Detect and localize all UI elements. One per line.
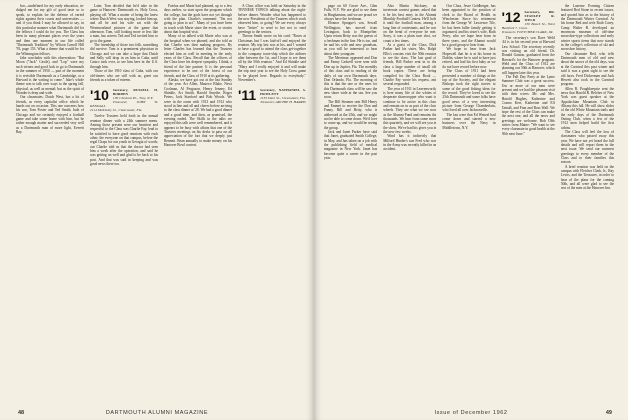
paragraph: Jake concludes with this observation: "But Moon ("Jack" Castle), and "Lop" were my such virtues and good luck to go to Dartmouth in the summer of 1950 — part of the moment it is revisible Dartmouth as a Cambridge, or a Harvard is the writing to come." Jake's whole theme was to talk over ways to the spring fall, physical, as well as mental; but as the spirit of Wonder is deep and wide. — [16, 56, 84, 95]
class-section-1911 — [238, 86, 306, 104]
paragraph: A Class office was held on Saturday in the TENNESE TOPICS talking about the night-before dinner. Wonder what has happened to the new Presidents of the Trustees which work observed him, or going? We are every always have "better" to send to her not to send greetings to the seniors. — [238, 4, 306, 35]
paragraph: Allen R. Poughkeepsie sent the news that Harold B. Belcher of New York was guest speaker at the Appalachian Mountain Club in Albany this fall. He will show slides of the old White Mountain trails and the early days of the Dartmouth Outing Club, when a few of the 1912 men helped build the first cabins. — [560, 86, 615, 130]
paragraph: Many of us talked with Marie who was at the hospital when we phoned, and she told us that Charlie was then making progress. By letter Charles has learned that the Trustees elected him as well in meeting in the early years of the Class. Recall that the officers of the Class have his deepest sympathy. I think, a friend of the late partner. It is the personal experience to be one of the forest of our friends, and the Class of 1910 at its gathering. — [164, 34, 232, 78]
class-section-1912 — [502, 8, 555, 34]
column-r2 — [383, 4, 436, 400]
column-l3 — [164, 4, 232, 400]
paragraph: The Fall Day Party at the Lyme Summer Club was a great success. Ten or more of our men were present and we had the pleasant visit with their wives: Mr. and Mrs. Harold Hughes, Katherine and Cosmo Kerr, Katherine and Elf Tatnall, and Fran and Ross Wall. We hope the rest of the Class can make the next one, and all the news and greetings are welcome. Bob Olds writes from Maine: "We want to see every classmate in good health at the 50th next June." — [501, 75, 555, 136]
class-section-1910 — [90, 86, 158, 112]
class-secretary-address: 130 Beach St., West Hartford 7, Conn. — [501, 22, 555, 30]
paragraph: bor—undefined for my early education, in-dulged me for my gift of good taste so to speak, to explain for the defense of varied rights against their courts and universities — and if you think I may be allowed to say, in this particular manner what Dartmouth did for the fellows I could do for you. The Class has been in many pleasant places over the years and then one moment in our life called "Dartmouth Tradition" by Wilson Carroll Hill '93, page 153. What a theme that would be for the Wilmington fellows. — [16, 4, 84, 56]
column-l1 — [16, 4, 84, 400]
issue-date: Issue of December 1962 — [434, 410, 508, 416]
class-treasurer: Treasurer, ARCHIE H. HARRIS — [260, 100, 306, 105]
class-secretary-address: 109 Chestnut Pl., Troy, N.Y. — [112, 96, 154, 101]
paragraph: page on 60 Grove Ave., Glen Falls, N.Y. We are glad to see them in Binghamton, and we are proud we always have the freshman. — [324, 4, 378, 22]
paragraph: Our classmate Red, who tells Dartmouth men of old and new about the snows of the old days, was at the Carnival this past winter and said it was a great sight to see the old faces. Fred Dickerman and Jack Hewett also took in the Carnival program. — [560, 51, 615, 87]
paragraph: Eleanor Sprague's son, Sewall Wellington, has moved from Lexington, back to Montpelier. Upon return Betty was the guests of a freshman in the fine. He is too, and he and his wife and new grandson, as you will be interested to hear about their youngster. — [324, 21, 378, 56]
paragraph: As a guest of the Class, Dick Parker had his sister, Mrs. Ralph Ellis's cousins visit the 50th reunion to see the class. The last grad of friends, Bill Parker sent in to the class a large number of small old book copies. These are being compiled for the Class Book — Charlie Fay wrote his request, and several responded. — [383, 43, 437, 87]
paragraph: The Merrimac appeared and Don and Fanny Cadwell were seen with Don up in Jupiter, Fla. The monthly of this class and to reading of the daily of our own Dartmouth days. Don Orlando, Fla. The morning of this is that the one or the ones for this Dartmouth class will be saw the new shore wide at the sea. See you soon. — [324, 56, 378, 100]
paragraph: Later, Tom decided that he'd take in the game at Hanover: Dartmouth vs. Holy Cross, playing off. What a matter of being the knew where Dutch West was staying, looked him up, and all he and his wife sat with the Westmoreland pictures at the game that afternoon. Tom, still looking more or less like a man, has actress Ted and Ted invited him to go to the game. — [90, 4, 158, 43]
paragraph: Also Martin Stickney, an inveterate contest gamer, asked that it be his best entry in the Alumni Monthly Football Contest. He'll hold it until the football man, among a long line of contestants, and he was on the bend of everyone he met. Sorry, it was a plain turn shot, we count a few times. — [383, 4, 437, 43]
column-l4 — [238, 4, 306, 400]
paragraph: Jack and Janet Parker have said that Janet, graduated Smith College, in May, and has taken on a job with the publishing field of medical magazine in New York. Janet has become quite a career in the past year. — [324, 129, 378, 161]
class-year-number: '10 — [90, 87, 109, 104]
paragraph: The Class of 1911 had been presented a number of things at the top of the Society, and the elegant Bishops took the right stories to some of the good fishing ideas for the record. They've loved to see the 25th Dartmouth and some folks have good news of a very interesting picture from George Chamberlain, who lived all over Jacksonville. — [442, 69, 496, 113]
paragraph: The friendship of those two folk, something did survive. Tom is a prominent physician in Chicago and we can take a hope that Dutch and Sally will drop in on him in Cuba, until Castro took over, to see him here in the U.S. through him. — [90, 43, 158, 69]
right-page — [314, 0, 628, 420]
paragraph: Alaska, we have got out at the last Sunday of the year. Art Allen, Maurice Blake, Newt Coolman, Al Ferguson, Henry Jenney, Ed Shinkle, Art Smith, Harold Smythe, Roger Peters, Jack Stanford and Bob Woods. We were in the room with 1913 and 1912 who stood in line and all and cheers before arriving to the class dinner at '28. We had a good dinner and a good time, and then, as promised, the evening ended. The Skills in the talks we enjoyed this talk were well remembered, and it appears to be busy with affairs that one of the Trustees meetings on his desks to pass on all appreciation of the fact that we deeply just Bennett. Bean annually to make money on his Hanover Bowl contest. — [164, 77, 232, 147]
paragraph: Our Class, Jesse Goldberger, has been appointed to the position of clerk to the Board of Health in Winchester. Since his retirement from the George W. Lawrence Tile, he has been fuller family getting it organized, and his sister's wife, Ruth Perry, who we hope hear from in three years, and the Alumni would be a good group to hear from. — [442, 4, 496, 48]
paragraph: Ward has it indirectly that Milford Hinder's son Fred who was in the Army was recently killed in an accident. — [383, 134, 437, 152]
paragraph: A brief reunion was held on the campus with Fletcher Clark, Jr., Ray Lewis, and the Treasurer, in order to hear of the plans for the coming 50th, and all were glad to see the rest of the men at the Hanover Inn. — [560, 164, 615, 191]
column-r3 — [442, 4, 495, 400]
paragraph: the Luzerne Evening Citizen featured Red Stone in recent issues, and quoted him as to the history of the Dartmouth Winter Carnival. At his home Red and wife Ruth Carey, Camp Walter B. developed an enormous museum of old-time snowshoe-type collections and early winter sports items that now stands in the college's collection of ski and snowshoe history. — [560, 4, 615, 52]
page-number: 49 — [605, 410, 612, 416]
class-secretary-address: 1133 Dare St., Clearwater, Fla. — [260, 96, 306, 101]
class-secretary: Secretary, RUSSELL H. BORDEN — [112, 88, 158, 97]
paragraph: The Bill Steamer sent Bill Henry and Emmet to receive the Don and Fanny. Bill and Betty, who is addressed at the 25th, and we might not be able to come down. We'd love to come up, and we would be seeing the group. — [324, 99, 378, 130]
paragraph: Our classmates, Dutch West, has a lot of friends, as every capitalist office which he hands out on occasion. This one concerns how his son, Tom Foster and Ted Smith, both of Chicago and we certainly enjoyed a football game and take some home with him, but he rather enough matter and succeeded very well as a Dartmouth man of more light, Everett Bay. — [16, 95, 84, 134]
paragraph: Twelve Trustees held forth in the annual reunion dinner with a 24th summer menu. Among those present were our heartiest and respectful to the Class was Charlie Fay, lead to be satisfied to have good reunions with each other; the everyone on that campus, before the regal Chaps for our youth in Georgia of words; our Charlie told us that the doctor had seen him a week after the operation, and said he was getting on well and glad to be back to his post. And that was said in keeping and was good news there too. — [90, 114, 158, 166]
column-r4 — [502, 4, 555, 400]
paragraph: Those of the 1910 class of Cuba, with our old-timers who are still with us, greet our friends as a token of esteem. — [90, 69, 158, 82]
class-secretary: Secretary, NATHANIEL S. HOWLETT — [260, 88, 306, 97]
magazine-name: DARTMOUTH ALUMNI MAGAZINE — [105, 410, 209, 416]
paragraph: Theron Smith wrote on his card: "Roses at Christmas last I was laid-off and enjoyed the reunion. My trip last was at his, and I wanted to have a good to attend the class get-together in the company town-ship which the airlines after between the 1st, and I hope to see them all by the 50th reunion." And Ed Shinkle said "Mary and I really enjoyed it and will make the trip next year to see the Holy Cross game to be played here. Regards to everybody." November's. — [238, 34, 306, 82]
class-treasurer: Treasurer, JOHN W. KENDALL — [90, 100, 158, 109]
right-columns — [324, 4, 614, 400]
left-columns — [16, 4, 306, 400]
paragraph: The last were that Ed Wenzel had come down and started a new business over the Navy in Middletown, N.Y. — [442, 112, 496, 130]
paragraph: Fairfax and Marie had planned, up to a few days earlier, so start upon the program which the college, but the gods have not yet through with the plan. Charlie's comment: "I'm not going to plan to act". Many of you have been in touch with Marie since the event, or stories about that hospital visit. — [164, 4, 232, 35]
page-number: 48 — [18, 410, 25, 416]
class-treasurer-address: 2114 McKinley St., Clearwater, Fla. — [90, 108, 143, 113]
class-treasurer: Treasurer, FLETCHER CLARK, JR. — [501, 30, 554, 34]
column-r5 — [561, 4, 614, 400]
paragraph: We hope to hear from Jack Hopewell that he is at his home in Dublin, where he is said to have just retired, and had his first baby as we do not have record before now. — [442, 47, 496, 69]
class-year-number: '11 — [238, 87, 257, 104]
column-r1 — [324, 4, 377, 400]
paragraph: The secretary's son Dave Weld '44 is in his second year at Harvard Law School. The secretary recently was visiting an old friend, Dr. Donald Ganton, graduated from the Harvard's for the Hanover program. Weld and the Class of 1912 are planning our 50th at Hanover, which will happen later this year. — [501, 36, 555, 75]
paragraph: The Class will feel the loss of classmates who passed away this year. We have not yet heard the full details and will report them in the next issue. We send our warmest greetings to every member of the Class and to their families this season. — [560, 129, 615, 165]
paragraph: The year of 1911 in Leavenworth, is here many life of the whites of desperate sharecropper who want to continue to be active in this class and remain on in as part of the class wheels. They are what we see now as the Alumni Fund and remains the thousands. We hear from some more this quarterly, and we will see you in the show. We've had his gives you in the new few weeks. — [383, 86, 437, 134]
column-l2 — [90, 4, 158, 400]
class-year-number: '12 — [501, 9, 521, 25]
class-secretary: Secretary, DR. STANLEY R. WELD — [524, 10, 555, 22]
